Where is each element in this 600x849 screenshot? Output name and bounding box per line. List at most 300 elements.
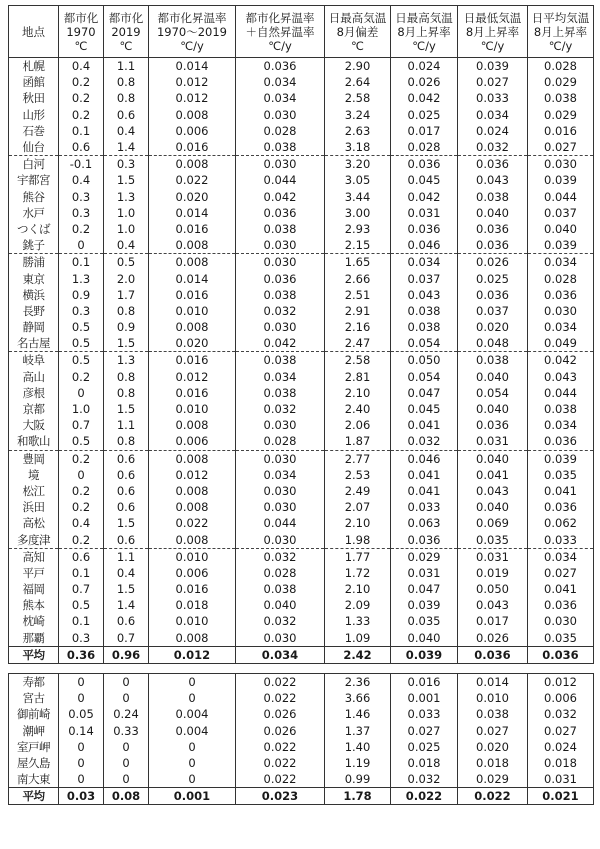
value-cell: 0.6 <box>104 450 149 467</box>
station-name-cell: 勝浦 <box>9 254 59 271</box>
value-cell: 3.20 <box>325 156 391 173</box>
value-cell: 0.016 <box>149 221 236 237</box>
station-name-cell: 銚子 <box>9 237 59 254</box>
value-cell: 0.035 <box>528 467 594 483</box>
value-cell: 1.3 <box>59 270 104 286</box>
table-row <box>9 58 594 75</box>
column-header-line: 日平均気温 <box>531 10 590 25</box>
value-cell: 0.2 <box>59 450 104 467</box>
value-cell: 0.038 <box>528 90 594 106</box>
value-cell: 0.008 <box>149 450 236 467</box>
value-cell: 0.004 <box>149 723 236 739</box>
value-cell: 1.0 <box>104 221 149 237</box>
value-cell: 0.2 <box>59 90 104 106</box>
value-cell: 0.041 <box>458 467 528 483</box>
table-row <box>9 287 594 303</box>
value-cell: 0 <box>149 690 236 706</box>
value-cell: 0.025 <box>391 739 458 755</box>
column-header-line: 都市化昇温率 <box>157 10 227 25</box>
station-name-cell: つくば <box>9 221 59 237</box>
value-cell: 0.012 <box>149 74 236 90</box>
value-cell: 2.06 <box>325 417 391 433</box>
column-header-line: 日最高気温 <box>328 10 387 25</box>
value-cell: 0 <box>59 385 104 401</box>
value-cell: 1.5 <box>104 172 149 188</box>
value-cell: 0.7 <box>104 630 149 647</box>
table-row <box>9 739 594 755</box>
value-cell: 1.1 <box>104 548 149 565</box>
value-cell: 0.018 <box>458 755 528 771</box>
column-header-line: 1970～2019 <box>156 24 228 39</box>
value-cell: 1.33 <box>325 613 391 629</box>
value-cell: 1.5 <box>104 515 149 531</box>
value-cell: 0.4 <box>104 123 149 139</box>
station-name-cell: 寿都 <box>9 673 59 690</box>
value-cell: 0.006 <box>149 565 236 581</box>
value-cell: 0.022 <box>149 172 236 188</box>
value-cell: 0.022 <box>149 515 236 531</box>
value-cell: 1.98 <box>325 531 391 548</box>
value-cell: 3.66 <box>325 690 391 706</box>
value-cell: 0.042 <box>391 189 458 205</box>
value-cell: 0.027 <box>458 74 528 90</box>
value-cell: 0.039 <box>528 237 594 254</box>
value-cell: 0.029 <box>458 771 528 788</box>
value-cell: 0.038 <box>458 189 528 205</box>
table-row <box>9 74 594 90</box>
value-cell: 1.46 <box>325 706 391 722</box>
value-cell: 0.034 <box>458 107 528 123</box>
column-header <box>458 6 528 58</box>
value-cell: 0.036 <box>458 646 528 663</box>
column-header <box>528 6 594 58</box>
value-cell: 0.016 <box>149 139 236 156</box>
value-cell: 3.00 <box>325 205 391 221</box>
station-name-cell: 潮岬 <box>9 723 59 739</box>
station-name-cell: 東京 <box>9 270 59 286</box>
station-name-cell: 白河 <box>9 156 59 173</box>
value-cell: 0.030 <box>236 156 325 173</box>
station-name-cell: 高松 <box>9 515 59 531</box>
value-cell: 0.039 <box>391 646 458 663</box>
station-name-cell: 岐阜 <box>9 352 59 369</box>
station-name-cell: 南大東 <box>9 771 59 788</box>
column-header-line: 2019 <box>111 24 141 39</box>
value-cell: 0.028 <box>528 58 594 75</box>
value-cell: 0.041 <box>528 581 594 597</box>
value-cell: -0.1 <box>59 156 104 173</box>
value-cell: 0.030 <box>236 237 325 254</box>
table-row <box>9 548 594 565</box>
value-cell: 0.050 <box>458 581 528 597</box>
value-cell: 2.10 <box>325 515 391 531</box>
value-cell: 0 <box>149 739 236 755</box>
value-cell: 0.036 <box>528 646 594 663</box>
value-cell: 0.001 <box>391 690 458 706</box>
value-cell: 0.026 <box>391 74 458 90</box>
table-row <box>9 467 594 483</box>
value-cell: 0.014 <box>149 270 236 286</box>
value-cell: 0.034 <box>236 369 325 385</box>
column-header-line: 8月上昇率 <box>465 24 520 39</box>
station-name-cell: 水戸 <box>9 205 59 221</box>
value-cell: 0.042 <box>236 335 325 352</box>
value-cell: 0.033 <box>391 706 458 722</box>
table-row <box>9 139 594 156</box>
value-cell: 0.028 <box>528 270 594 286</box>
value-cell: 0.024 <box>528 739 594 755</box>
value-cell: 0 <box>59 739 104 755</box>
value-cell: 0.024 <box>458 123 528 139</box>
table-row <box>9 613 594 629</box>
value-cell: 0.9 <box>59 287 104 303</box>
column-header-line: ℃ <box>351 38 364 53</box>
value-cell: 0.036 <box>236 205 325 221</box>
value-cell: 0.038 <box>236 352 325 369</box>
value-cell: 2.47 <box>325 335 391 352</box>
value-cell: 0.049 <box>528 335 594 352</box>
value-cell: 0.8 <box>104 303 149 319</box>
value-cell: 0.034 <box>528 548 594 565</box>
value-cell: 0.010 <box>149 613 236 629</box>
value-cell: 0 <box>104 673 149 690</box>
value-cell: 0.034 <box>236 90 325 106</box>
value-cell: 0.99 <box>325 771 391 788</box>
value-cell: 0.043 <box>458 483 528 499</box>
value-cell: 0.2 <box>59 483 104 499</box>
value-cell: 0.030 <box>528 613 594 629</box>
value-cell: 0.062 <box>528 515 594 531</box>
value-cell: 2.09 <box>325 597 391 613</box>
value-cell: 0.040 <box>236 597 325 613</box>
value-cell: 3.44 <box>325 189 391 205</box>
value-cell: 0.022 <box>391 788 458 805</box>
value-cell: 0.032 <box>236 613 325 629</box>
column-header <box>59 6 104 58</box>
value-cell: 0.6 <box>104 483 149 499</box>
value-cell: 0.036 <box>528 287 594 303</box>
value-cell: 0.044 <box>528 189 594 205</box>
value-cell: 0.05 <box>59 706 104 722</box>
value-cell: 0.043 <box>528 369 594 385</box>
value-cell: 0.036 <box>236 270 325 286</box>
table-row <box>9 189 594 205</box>
value-cell: 0.035 <box>528 630 594 647</box>
value-cell: 1.0 <box>104 205 149 221</box>
table-row <box>9 303 594 319</box>
value-cell: 0.046 <box>391 450 458 467</box>
column-header-line: 8月上昇率 <box>397 24 451 39</box>
station-name-cell: 福岡 <box>9 581 59 597</box>
value-cell: 1.19 <box>325 755 391 771</box>
value-cell: 0.032 <box>236 303 325 319</box>
value-cell: 0.8 <box>104 90 149 106</box>
value-cell: 1.3 <box>104 352 149 369</box>
table-row <box>9 417 594 433</box>
table-row <box>9 254 594 271</box>
value-cell: 0.010 <box>149 303 236 319</box>
value-cell: 0.022 <box>236 755 325 771</box>
value-cell: 1.37 <box>325 723 391 739</box>
value-cell: 0.039 <box>391 597 458 613</box>
value-cell: 1.4 <box>104 597 149 613</box>
value-cell: 1.77 <box>325 548 391 565</box>
value-cell: 0.36 <box>59 646 104 663</box>
column-header <box>325 6 391 58</box>
value-cell: 0.8 <box>104 433 149 450</box>
value-cell: 0.020 <box>458 319 528 335</box>
value-cell: 0.036 <box>391 156 458 173</box>
value-cell: 0.040 <box>528 221 594 237</box>
value-cell: 0.026 <box>458 254 528 271</box>
value-cell: 0.020 <box>149 189 236 205</box>
station-name-cell: 宇都宮 <box>9 172 59 188</box>
table-row <box>9 565 594 581</box>
value-cell: 0.012 <box>149 90 236 106</box>
value-cell: 0.010 <box>149 401 236 417</box>
value-cell: 0.040 <box>458 450 528 467</box>
value-cell: 2.66 <box>325 270 391 286</box>
value-cell: 2.40 <box>325 401 391 417</box>
table-row <box>9 597 594 613</box>
table-row <box>9 673 594 690</box>
station-name-cell: 松江 <box>9 483 59 499</box>
value-cell: 0.008 <box>149 254 236 271</box>
value-cell: 1.0 <box>59 401 104 417</box>
table-body <box>9 58 594 805</box>
value-cell: 2.90 <box>325 58 391 75</box>
value-cell: 0.1 <box>59 254 104 271</box>
value-cell: 0.032 <box>391 771 458 788</box>
value-cell: 0 <box>59 771 104 788</box>
table-row <box>9 723 594 739</box>
value-cell: 0.020 <box>458 739 528 755</box>
value-cell: 0.031 <box>458 548 528 565</box>
value-cell: 1.72 <box>325 565 391 581</box>
value-cell: 0.008 <box>149 156 236 173</box>
value-cell: 0.044 <box>528 385 594 401</box>
value-cell: 0.033 <box>458 90 528 106</box>
value-cell: 0.4 <box>59 515 104 531</box>
value-cell: 1.87 <box>325 433 391 450</box>
table-row <box>9 515 594 531</box>
value-cell: 0.019 <box>458 565 528 581</box>
value-cell: 0.3 <box>59 189 104 205</box>
value-cell: 0.2 <box>59 531 104 548</box>
average-row-urban <box>9 646 594 663</box>
value-cell: 0.008 <box>149 499 236 515</box>
value-cell: 0.031 <box>528 771 594 788</box>
value-cell: 0.027 <box>528 723 594 739</box>
value-cell: 0.031 <box>391 205 458 221</box>
value-cell: 0.034 <box>236 467 325 483</box>
value-cell: 0.028 <box>236 565 325 581</box>
value-cell: 0.021 <box>528 788 594 805</box>
column-header-line: ℃ <box>74 38 88 53</box>
value-cell: 0.012 <box>149 369 236 385</box>
value-cell: 0.036 <box>528 597 594 613</box>
value-cell: 0.048 <box>458 335 528 352</box>
value-cell: 0.032 <box>458 139 528 156</box>
value-cell: 0.018 <box>391 755 458 771</box>
table-row <box>9 107 594 123</box>
value-cell: 0.026 <box>236 723 325 739</box>
value-cell: 0.035 <box>391 613 458 629</box>
value-cell: 0.040 <box>458 499 528 515</box>
value-cell: 0.3 <box>104 156 149 173</box>
value-cell: 0.036 <box>391 221 458 237</box>
value-cell: 0.043 <box>458 172 528 188</box>
column-header <box>236 6 325 58</box>
table-row <box>9 369 594 385</box>
station-name-cell: 境 <box>9 467 59 483</box>
value-cell: 0 <box>149 673 236 690</box>
value-cell: 0 <box>149 771 236 788</box>
station-name-cell: 彦根 <box>9 385 59 401</box>
value-cell: 0.022 <box>236 690 325 706</box>
value-cell: 0.024 <box>391 58 458 75</box>
value-cell: 0.037 <box>528 205 594 221</box>
value-cell: 0.33 <box>104 723 149 739</box>
value-cell: 1.4 <box>104 139 149 156</box>
value-cell: 0.046 <box>391 237 458 254</box>
column-header-line: 日最低気温 <box>463 10 522 25</box>
value-cell: 0.030 <box>236 319 325 335</box>
table-row <box>9 450 594 467</box>
station-name-cell: 和歌山 <box>9 433 59 450</box>
value-cell: 0.6 <box>59 139 104 156</box>
value-cell: 0.039 <box>458 58 528 75</box>
value-cell: 0.6 <box>104 467 149 483</box>
value-cell: 3.05 <box>325 172 391 188</box>
station-name-cell: 那覇 <box>9 630 59 647</box>
value-cell: 3.18 <box>325 139 391 156</box>
table-row <box>9 205 594 221</box>
value-cell: 0 <box>59 237 104 254</box>
value-cell: 0.8 <box>104 74 149 90</box>
value-cell: 0.040 <box>391 630 458 647</box>
value-cell: 0.054 <box>391 335 458 352</box>
climate-table-sheet <box>8 5 593 805</box>
value-cell: 0.5 <box>59 597 104 613</box>
value-cell: 0.1 <box>59 613 104 629</box>
value-cell: 0.7 <box>59 417 104 433</box>
value-cell: 0.038 <box>236 221 325 237</box>
value-cell: 0.5 <box>59 335 104 352</box>
table-row <box>9 581 594 597</box>
value-cell: 0.038 <box>236 287 325 303</box>
value-cell: 0.029 <box>528 74 594 90</box>
table-row <box>9 335 594 352</box>
value-cell: 0.030 <box>236 499 325 515</box>
value-cell: 1.1 <box>104 58 149 75</box>
value-cell: 2.10 <box>325 385 391 401</box>
value-cell: 0.016 <box>149 352 236 369</box>
station-name-cell: 秋田 <box>9 90 59 106</box>
value-cell: 0.010 <box>149 548 236 565</box>
column-header-line: ＋自然昇温率 <box>245 24 315 39</box>
table-row <box>9 172 594 188</box>
column-header-line: 都市化 <box>108 10 144 25</box>
column-header <box>149 6 236 58</box>
value-cell: 0.029 <box>391 548 458 565</box>
value-cell: 0.008 <box>149 483 236 499</box>
value-cell: 0.042 <box>236 189 325 205</box>
value-cell: 0.4 <box>59 58 104 75</box>
value-cell: 2.07 <box>325 499 391 515</box>
value-cell: 0.016 <box>528 123 594 139</box>
value-cell: 0.012 <box>149 646 236 663</box>
value-cell: 0.030 <box>236 107 325 123</box>
table-row <box>9 706 594 722</box>
station-name-cell: 大阪 <box>9 417 59 433</box>
table-row <box>9 771 594 788</box>
value-cell: 0 <box>104 755 149 771</box>
table-row <box>9 401 594 417</box>
value-cell: 2.77 <box>325 450 391 467</box>
value-cell: 0.044 <box>236 172 325 188</box>
value-cell: 2.49 <box>325 483 391 499</box>
value-cell: 0.2 <box>59 499 104 515</box>
value-cell: 0.032 <box>528 706 594 722</box>
column-header-line: 8月偏差 <box>336 24 379 39</box>
value-cell: 2.53 <box>325 467 391 483</box>
station-name-cell: 熊本 <box>9 597 59 613</box>
table-row <box>9 499 594 515</box>
station-name-cell: 仙台 <box>9 139 59 156</box>
value-cell: 0.041 <box>391 417 458 433</box>
table-row <box>9 483 594 499</box>
value-cell: 0.6 <box>104 613 149 629</box>
value-cell: 0.027 <box>458 723 528 739</box>
value-cell: 0.041 <box>391 467 458 483</box>
value-cell: 0.030 <box>236 483 325 499</box>
value-cell: 0.020 <box>149 335 236 352</box>
value-cell: 0 <box>149 755 236 771</box>
value-cell: 0.038 <box>391 319 458 335</box>
value-cell: 0.08 <box>104 788 149 805</box>
value-cell: 2.64 <box>325 74 391 90</box>
value-cell: 1.78 <box>325 788 391 805</box>
value-cell: 0.2 <box>59 107 104 123</box>
value-cell: 0.036 <box>458 287 528 303</box>
column-header-line: ℃/y <box>268 38 292 53</box>
value-cell: 0.24 <box>104 706 149 722</box>
value-cell: 0.036 <box>458 417 528 433</box>
station-name-cell: 室戸岬 <box>9 739 59 755</box>
value-cell: 0.036 <box>458 237 528 254</box>
value-cell: 0.96 <box>104 646 149 663</box>
value-cell: 0.030 <box>236 450 325 467</box>
value-cell: 0.2 <box>59 74 104 90</box>
table-row <box>9 270 594 286</box>
value-cell: 0.6 <box>104 531 149 548</box>
station-name-cell: 函館 <box>9 74 59 90</box>
value-cell: 0 <box>104 690 149 706</box>
value-cell: 0.036 <box>458 156 528 173</box>
value-cell: 0.069 <box>458 515 528 531</box>
value-cell: 0.030 <box>528 156 594 173</box>
value-cell: 0 <box>59 467 104 483</box>
value-cell: 0.030 <box>236 417 325 433</box>
value-cell: 0.038 <box>528 401 594 417</box>
value-cell: 0.054 <box>458 385 528 401</box>
value-cell: 0.14 <box>59 723 104 739</box>
value-cell: 1.65 <box>325 254 391 271</box>
value-cell: 0.008 <box>149 107 236 123</box>
value-cell: 0.045 <box>391 172 458 188</box>
value-cell: 0.016 <box>149 581 236 597</box>
